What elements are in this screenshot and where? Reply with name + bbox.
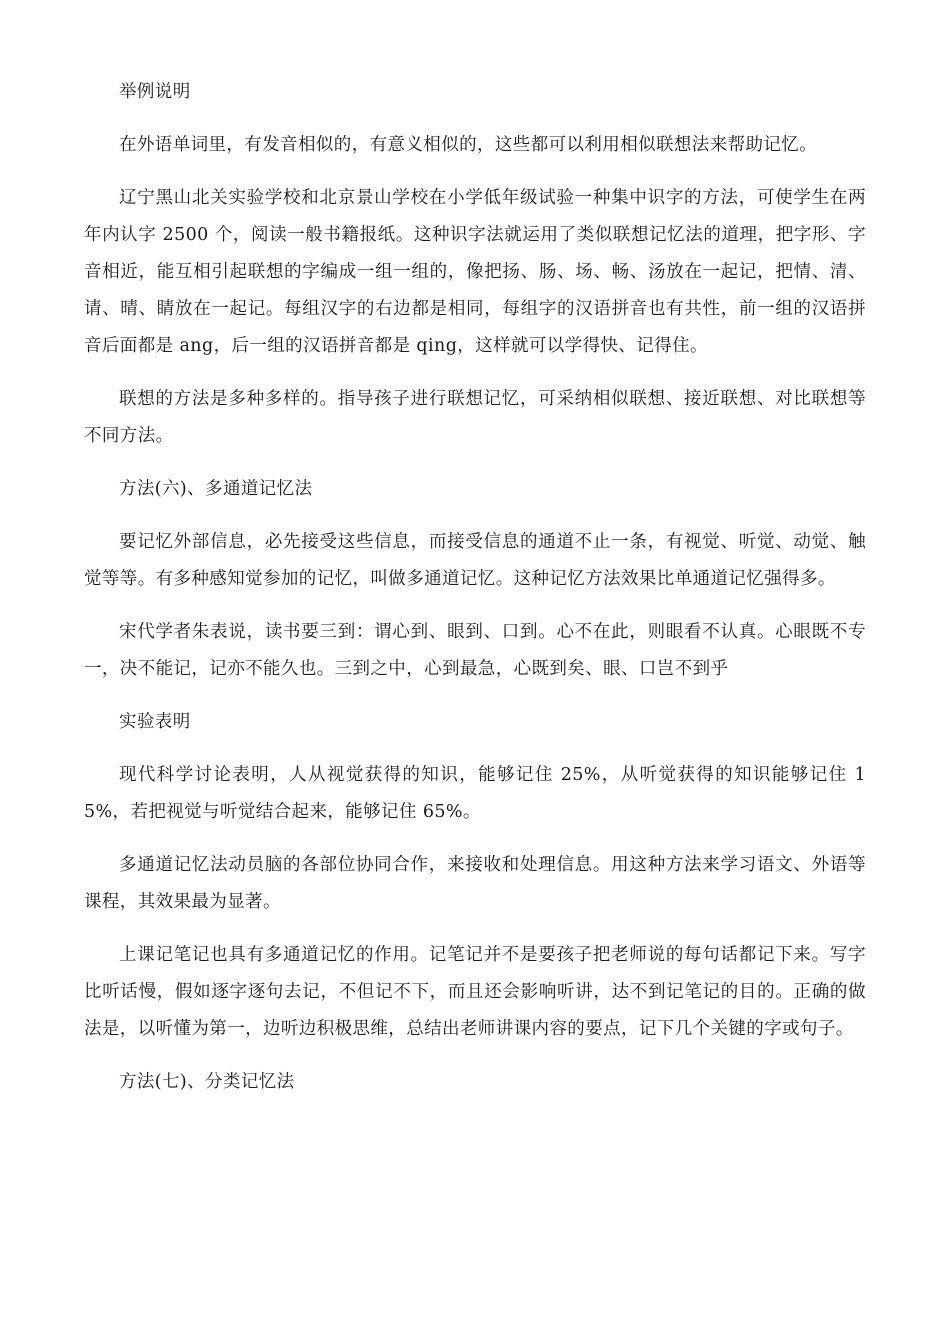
- paragraph-foreign-words: 在外语单词里，有发音相似的，有意义相似的，这些都可以利用相似联想法来帮助记忆。: [119, 135, 818, 155]
- section-heading-experiment: 实验表明: [119, 712, 191, 732]
- document-body: [84, 74, 866, 1117]
- paragraph-association-methods: 联想的方法是多种多样的。指导孩子进行联想记忆，可采纳相似联想、接近联想、对比联想等不同方法。: [84, 389, 866, 446]
- paragraph-zhu-quote: 宋代学者朱表说，读书要三到：谓心到、眼到、口到。心不在此，则眼看不认真。心眼既不专一，决不能记，记亦不能久也。三到之中，心到最急，心既到矣、眼、口岂不到乎: [84, 622, 866, 679]
- paragraph-multichannel-intro: 要记忆外部信息，必先接受这些信息，而接受信息的通道不止一条，有视觉、听觉、动觉、触觉等等。有多种感知觉参加的记忆，叫做多通道记忆。这种记忆方法效果比单通道记忆强得多。: [84, 532, 866, 589]
- section-heading-method-six: 方法(六)、多通道记忆法: [119, 479, 313, 499]
- paragraph-multichannel-brain: 多通道记忆法动员脑的各部位协同合作，来接收和处理信息。用这种方法来学习语文、外语等课程，其效果最为显著。: [84, 855, 866, 912]
- section-heading-example: 举例说明: [119, 82, 191, 102]
- paragraph-research-results: 现代科学讨论表明，人从视觉获得的知识，能够记住 25%，从听觉获得的知识能够记住 15%，若把视觉与听觉结合起来，能够记住 65%。: [84, 765, 866, 822]
- paragraph-literacy-method: 辽宁黑山北关实验学校和北京景山学校在小学低年级试验一种集中识字的方法，可使学生在两年内认字 2500 个，阅读一般书籍报纸。这种识字法就运用了类似联想记忆法的道理，把字形、字音相近，能互相引起联想的字编成一组一组的，像把扬、肠、场、畅、汤放在一起记，把情、清、请、晴、睛放在一起记。每组汉字的右边都是相同，每组字的汉语拼音也有共性，前一组的汉语拼音后面都是 ang，后一组的汉语拼音都是 qing，这样就可以学得快、记得住。: [84, 188, 866, 356]
- section-heading-method-seven: 方法(七)、分类记忆法: [119, 1072, 295, 1092]
- paragraph-note-taking: 上课记笔记也具有多通道记忆的作用。记笔记并不是要孩子把老师说的每句话都记下来。写字比听话慢，假如逐字逐句去记，不但记不下，而且还会影响听讲，达不到记笔记的目的。正确的做法是，以听懂为第一，边听边积极思维，总结出老师讲课内容的要点，记下几个关键的字或句子。: [84, 945, 866, 1039]
